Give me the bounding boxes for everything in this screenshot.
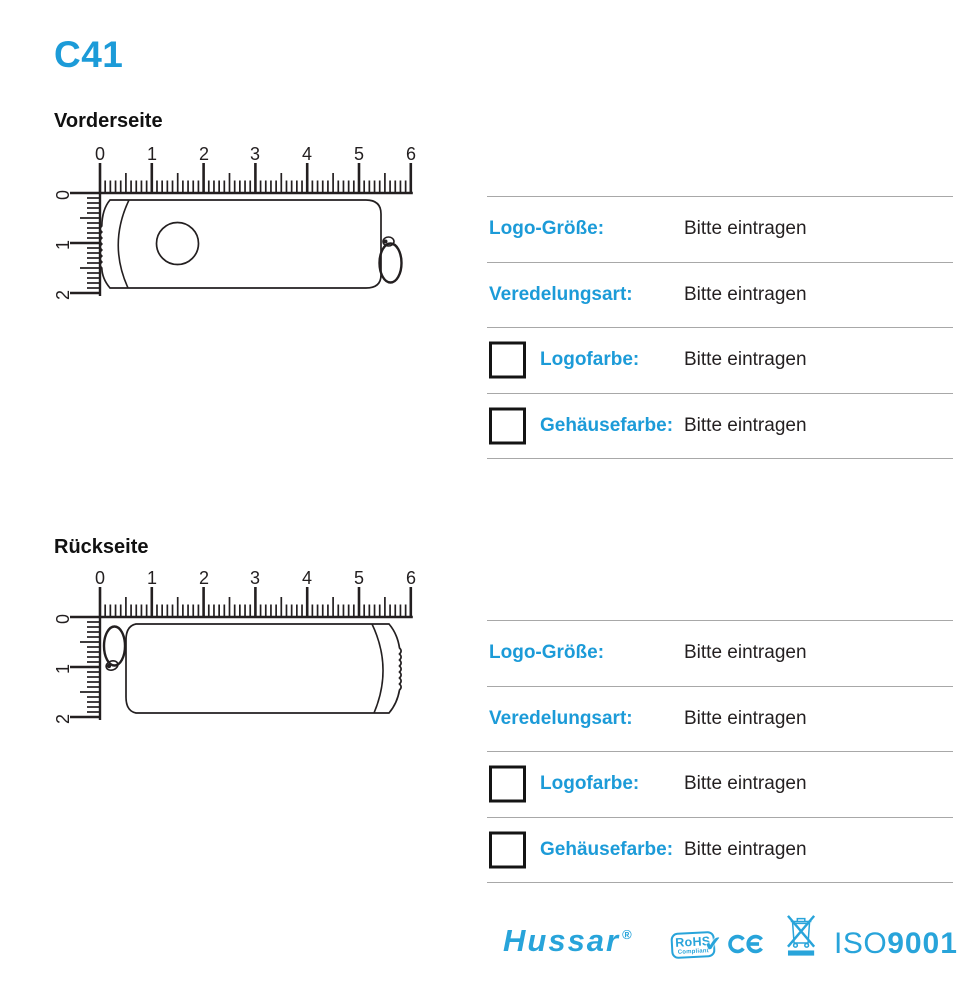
key-ring	[104, 627, 125, 666]
ring-clasp-pin	[107, 664, 111, 668]
form-row-case-color	[487, 818, 953, 884]
ruler-label: 6	[405, 568, 417, 588]
usb-cap-seam	[118, 200, 129, 288]
ruler-label: 0	[53, 613, 73, 625]
form-row-finishing	[487, 263, 953, 329]
ruler-label: 0	[94, 568, 106, 588]
ruler-label: 3	[249, 144, 261, 164]
row-value: Bitte eintragen	[684, 707, 807, 729]
ruler-label: 1	[53, 239, 73, 251]
back-vertical-ruler	[70, 617, 100, 720]
row-value: Bitte eintragen	[684, 283, 807, 305]
logo-color-checkbox[interactable]	[489, 342, 526, 379]
key-ring	[380, 244, 402, 283]
back-section-heading: Rückseite	[54, 536, 149, 558]
page-title: C41	[54, 34, 124, 75]
front-section-heading: Vorderseite	[54, 110, 163, 132]
usb-body-outline	[100, 200, 381, 288]
row-label: Gehäusefarbe:	[540, 414, 674, 436]
ruler-label: 4	[301, 568, 313, 588]
iso-number: 9001	[887, 927, 958, 960]
checkmark-icon: ✔	[703, 932, 723, 957]
ruler-label: 2	[198, 568, 210, 588]
usb-body-outline	[126, 624, 401, 713]
case-color-checkbox[interactable]	[489, 407, 526, 444]
registered-trademark-icon: ®	[622, 927, 632, 942]
front-drawing	[40, 135, 430, 315]
form-row-logo-size	[487, 197, 953, 263]
ruler-label: 1	[146, 144, 158, 164]
ring-clasp-pin	[384, 240, 388, 244]
front-form	[487, 196, 953, 459]
usb-swivel-hole	[157, 223, 199, 265]
back-horizontal-ruler	[99, 587, 413, 617]
ce-mark-icon	[726, 934, 764, 954]
rohs-title: RoHS	[674, 934, 711, 950]
back-drawing	[40, 560, 430, 740]
form-row-finishing	[487, 687, 953, 753]
weee-crossed-bin-icon	[786, 914, 818, 957]
row-label: Logofarbe:	[540, 349, 640, 371]
row-label: Veredelungsart:	[489, 283, 633, 305]
ruler-label: 5	[353, 144, 365, 164]
front-vertical-ruler	[70, 193, 100, 296]
row-label: Veredelungsart:	[489, 707, 633, 729]
iso9001-logo	[834, 929, 958, 959]
case-color-checkbox[interactable]	[489, 831, 526, 868]
ruler-label: 3	[249, 568, 261, 588]
ruler-label: 5	[353, 568, 365, 588]
row-label: Logo-Größe:	[489, 642, 605, 664]
brand-name: Hussar	[503, 923, 621, 958]
form-row-logo-color	[487, 752, 953, 818]
row-value: Bitte eintragen	[684, 414, 807, 436]
rohs-subtitle: Compliant	[677, 947, 710, 956]
front-horizontal-ruler	[99, 163, 413, 193]
ruler-label: 2	[198, 144, 210, 164]
row-value: Bitte eintragen	[684, 642, 807, 664]
logo-color-checkbox[interactable]	[489, 766, 526, 803]
back-form	[487, 620, 953, 883]
ruler-label: 6	[405, 144, 417, 164]
ruler-label: 1	[53, 663, 73, 675]
ruler-label: 2	[53, 289, 73, 301]
row-value: Bitte eintragen	[684, 218, 807, 240]
row-label: Logo-Größe:	[489, 218, 605, 240]
form-row-logo-color	[487, 328, 953, 394]
ruler-label: 4	[301, 144, 313, 164]
row-label: Logofarbe:	[540, 773, 640, 795]
row-value: Bitte eintragen	[684, 773, 807, 795]
row-label: Gehäusefarbe:	[540, 838, 674, 860]
ruler-label: 0	[53, 189, 73, 201]
ruler-label: 0	[94, 144, 106, 164]
ruler-label: 1	[146, 568, 158, 588]
brand-logo	[503, 925, 630, 956]
usb-cap-seam	[372, 624, 383, 713]
ruler-label: 2	[53, 713, 73, 725]
rohs-badge	[670, 931, 723, 959]
form-row-case-color	[487, 394, 953, 460]
row-value: Bitte eintragen	[684, 349, 807, 371]
form-row-logo-size	[487, 621, 953, 687]
iso-prefix: ISO	[834, 927, 888, 960]
row-value: Bitte eintragen	[684, 838, 807, 860]
